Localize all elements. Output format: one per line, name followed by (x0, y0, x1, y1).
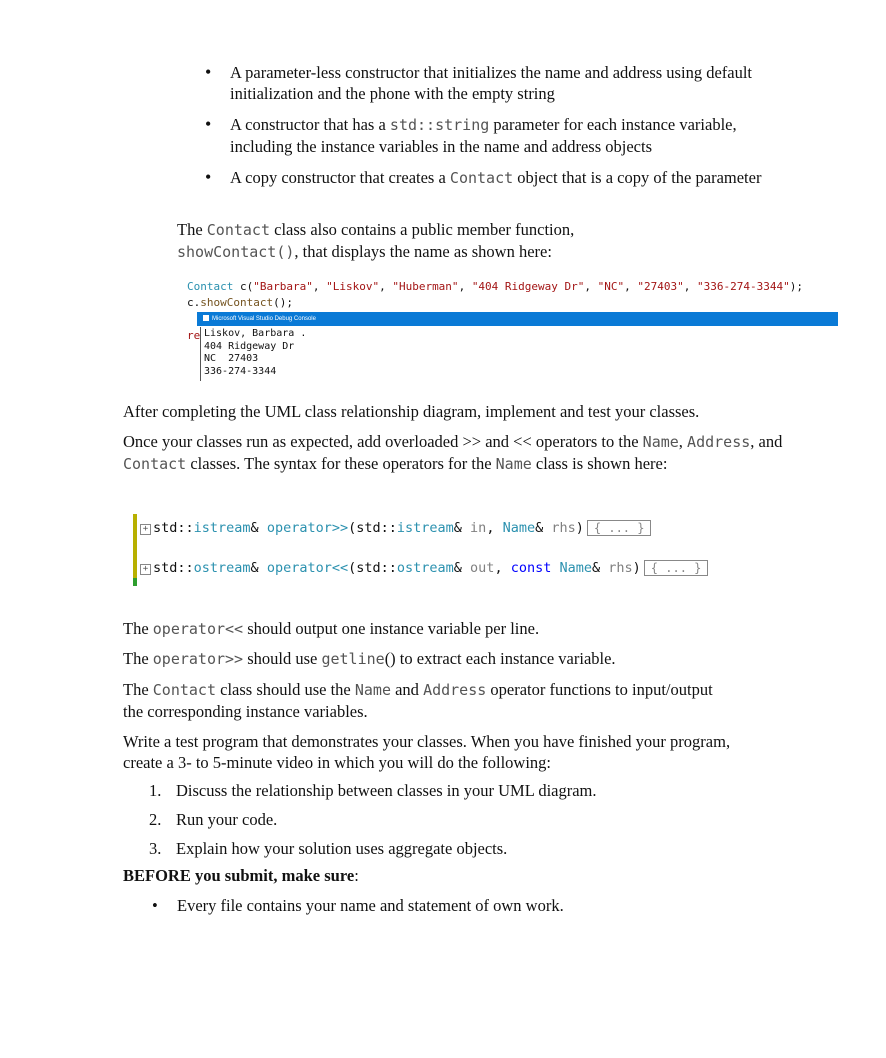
list-item (205, 114, 795, 157)
show-contact-paragraph: The Contact class also contains a public member function, showContact(), that displays the name as shown here: (177, 220, 575, 261)
debug-console-titlebar: Microsoft Visual Studio Debug Console (197, 312, 838, 326)
inline-code: Contact (449, 169, 514, 187)
operator-out-line: + std::ostream& operator<<(std::ostream& out, const Name& rhs) { ... } (140, 560, 708, 576)
code-line-show: c.showContact(); (187, 296, 293, 309)
bullet-text: A constructor that has a (230, 115, 390, 134)
code-margin-bar (133, 514, 137, 578)
expand-icon: + (140, 564, 151, 575)
bullet-text: parameter for each instance variable, including the instance variables in the name and address objects (230, 115, 737, 156)
collapsed-body: { ... } (587, 520, 652, 536)
list-item: 1. Discuss the relationship between classes in your UML diagram. (149, 781, 597, 800)
expand-icon: + (140, 524, 151, 535)
list-item: 2. Run your code. (149, 810, 278, 829)
console-output: Liskov, Barbara . 404 Ridgeway Dr NC 27403 336-274-3344 (204, 328, 307, 377)
after-uml-paragraph: After completing the UML class relationship diagram, implement and test your classes. (123, 402, 700, 421)
constructor-list (205, 62, 795, 199)
bullet-text: A copy constructor that creates a (230, 168, 450, 187)
final-bullet: • Every file contains your name and statement of own work. (152, 896, 564, 915)
before-submit-heading: BEFORE you submit, make sure: (123, 866, 359, 885)
collapsed-body: { ... } (644, 560, 709, 576)
operator-out-paragraph: The operator<< should output one instance variable per line. (123, 619, 540, 638)
code-fragment: re (187, 329, 201, 342)
overload-paragraph: Once your classes run as expected, add overloaded >> and << operators to the Name, Address, and Contact classes. The syntax for these operators for the Name class is shown here: (123, 432, 783, 473)
contact-operators-paragraph: The Contact class should use the Name and Address operator functions to input/output the corresponding instance variables. (123, 680, 713, 721)
bullet-text: object that is a copy of the parameter (513, 168, 762, 187)
code-margin-bar-green (133, 578, 137, 586)
bullet-text: A parameter-less constructor that initializes the name and address using default initialization and the phone with the empty string (230, 63, 752, 103)
list-item (205, 62, 795, 104)
list-item (205, 167, 795, 189)
bullet-marker: • (152, 896, 158, 915)
console-app-icon (203, 315, 209, 321)
inline-code: showContact() (177, 243, 295, 261)
list-item: 3. Explain how your solution uses aggregate objects. (149, 839, 508, 858)
code-line-constructor: Contact c("Barbara", "Liskov", "Huberman", "404 Ridgeway Dr", "NC", "27403", "336-274-3344"); (187, 280, 803, 293)
operator-in-paragraph: The operator>> should use getline() to extract each instance variable. (123, 649, 616, 668)
console-left-border (200, 327, 201, 381)
operator-in-line: + std::istream& operator>>(std::istream& in, Name& rhs) { ... } (140, 520, 651, 536)
inline-code: Contact (206, 221, 270, 239)
video-steps-list (149, 780, 789, 867)
test-program-paragraph: Write a test program that demonstrates your classes. When you have finished your program, create a 3- to 5-minute video in which you will do the following: (123, 732, 731, 772)
inline-code: std::string (389, 116, 490, 134)
